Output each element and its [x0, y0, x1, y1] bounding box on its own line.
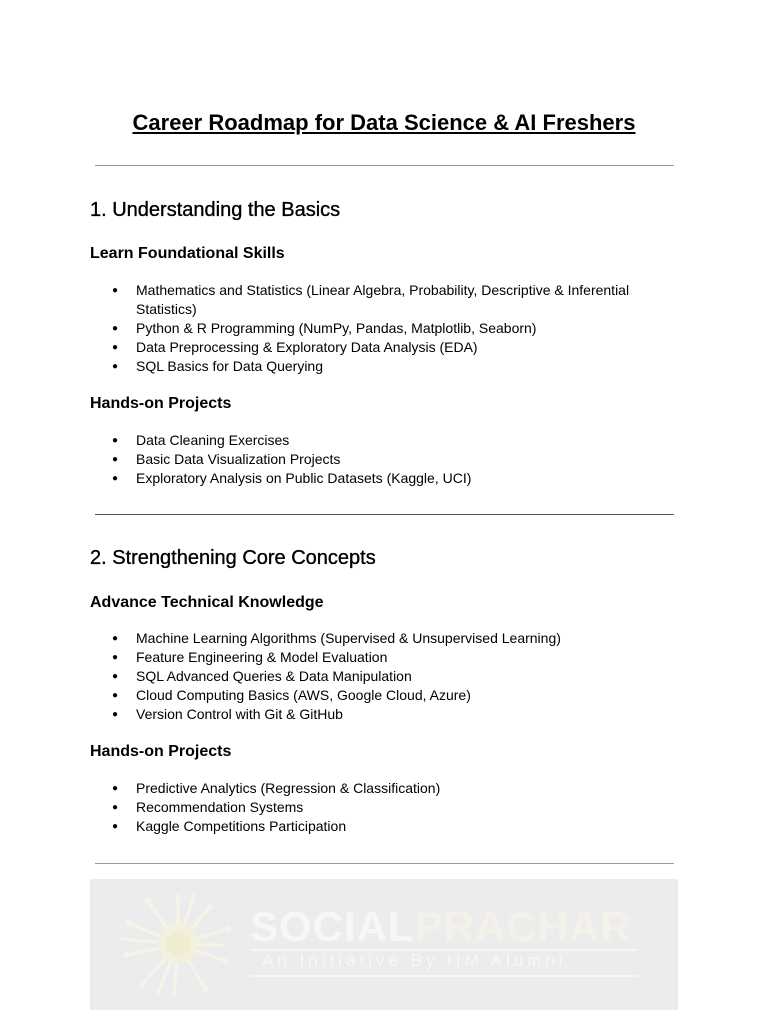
- subsection-heading: Learn Foundational Skills: [90, 245, 285, 262]
- bullet-list: [90, 779, 650, 836]
- list-item: ● Data Cleaning Exercises: [90, 431, 650, 450]
- watermark-brand: [250, 903, 632, 951]
- list-item: ● SQL Basics for Data Querying: [90, 357, 650, 376]
- list-item: ● Feature Engineering & Model Evaluation: [90, 648, 650, 667]
- divider: [95, 514, 674, 515]
- bullet-list: [90, 629, 650, 724]
- divider: [95, 165, 674, 166]
- document-title: Career Roadmap for Data Science & AI Freshers: [132, 110, 636, 135]
- watermark-line: [250, 975, 638, 977]
- watermark-brand-part2: PRACHAR: [414, 903, 632, 950]
- subsection-heading: Hands-on Projects: [90, 395, 232, 412]
- bullet-list: [90, 281, 650, 376]
- subsection-heading: Advance Technical Knowledge: [90, 594, 324, 611]
- list-item: ● Kaggle Competitions Participation: [90, 817, 650, 836]
- list-item: ● SQL Advanced Queries & Data Manipulation: [90, 667, 650, 686]
- list-item: ● Mathematics and Statistics (Linear Algebra, Probability, Descriptive & Inferential Statistics): [90, 281, 650, 319]
- section-heading: 2. Strengthening Core Concepts: [90, 547, 376, 569]
- list-item: ● Version Control with Git & GitHub: [90, 705, 650, 724]
- watermark-banner: [90, 879, 678, 1010]
- list-item: ● Data Preprocessing & Exploratory Data Analysis (EDA): [90, 338, 650, 357]
- list-item: ● Predictive Analytics (Regression & Classification): [90, 779, 650, 798]
- list-item: ● Python & R Programming (NumPy, Pandas, Matplotlib, Seaborn): [90, 319, 650, 338]
- list-item: ● Cloud Computing Basics (AWS, Google Cloud, Azure): [90, 686, 650, 705]
- watermark-tagline: An Initiative By IIM Alumni: [262, 951, 567, 970]
- bullet-list: [90, 431, 650, 488]
- list-item: ● Recommendation Systems: [90, 798, 650, 817]
- section-heading: 1. Understanding the Basics: [90, 199, 341, 221]
- watermark-brand-part1: SOCIAL: [250, 903, 415, 950]
- list-item: ● Machine Learning Algorithms (Supervised & Unsupervised Learning): [90, 629, 650, 648]
- subsection-heading: Hands-on Projects: [90, 743, 232, 760]
- divider: [95, 863, 674, 864]
- list-item: ● Basic Data Visualization Projects: [90, 450, 650, 469]
- list-item: ● Exploratory Analysis on Public Datasets (Kaggle, UCI): [90, 469, 650, 488]
- sunburst-logo-icon: [118, 889, 238, 999]
